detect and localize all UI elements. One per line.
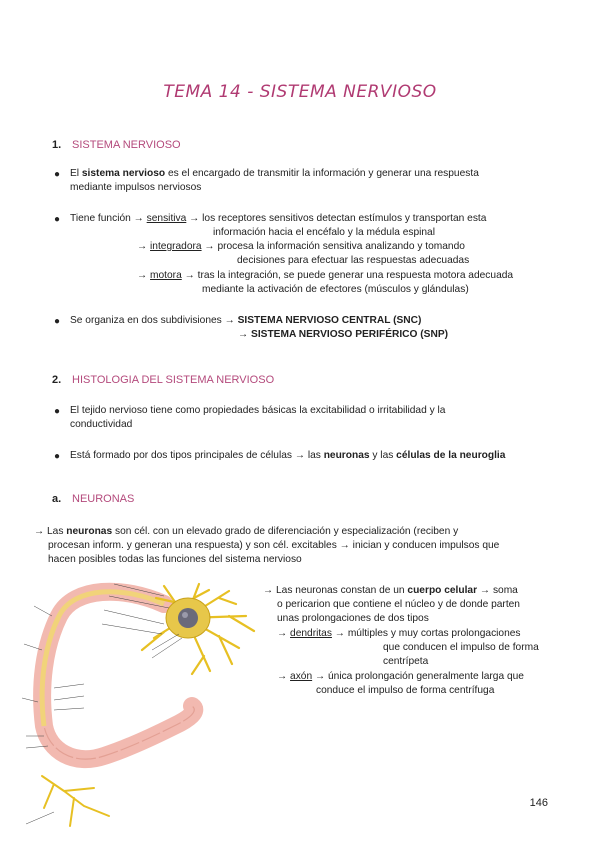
term-sensitiva: sensitiva	[146, 213, 187, 224]
sa-paragraph-1-line3: hacen posibles todas las funciones del sistema nervioso	[48, 554, 302, 565]
s1-paragraph-1: El sistema nervioso es el encargado de transmitir la información y generar una respuesta mediante impulsos nerviosos	[70, 168, 479, 193]
section-2-heading	[52, 374, 274, 386]
page-number: 146	[529, 797, 548, 809]
section-2-number: 2.	[52, 374, 62, 386]
s1-motora-line2: mediante la activación de efectores (músculos y glándulas)	[202, 284, 469, 295]
section-a-title: NEURONAS	[72, 493, 135, 505]
cell-body	[166, 598, 210, 638]
s1-paragraph-2: Tiene función → sensitiva → los receptores sensitivos detectan estímulos y transportan esta	[70, 213, 487, 224]
snc-label: SISTEMA NERVIOSO CENTRAL (SNC)	[237, 315, 422, 326]
neuron-illustration	[14, 576, 264, 838]
term-motora: motora	[150, 270, 182, 281]
section-1-number: 1.	[52, 139, 62, 151]
sa-axon-line2: conduce el impulso de forma centrífuga	[316, 685, 495, 696]
bullet-icon: ●	[54, 451, 61, 462]
sa-paragraph-2: → Las neuronas constan de un cuerpo celular → soma	[263, 585, 518, 596]
s1-integradora-line2: decisiones para efectuar las respuestas adecuadas	[237, 255, 470, 266]
sa-dendritas-line3: centrípeta	[383, 656, 429, 667]
term-dendritas: dendritas	[290, 628, 332, 639]
axon-terminals	[42, 776, 109, 826]
page-title: TEMA 14 - SISTEMA NERVIOSO	[163, 82, 437, 102]
s1-paragraph-3-line2: → SISTEMA NERVIOSO PERIFÉRICO (SNP)	[238, 329, 449, 340]
term-integradora: integradora	[150, 241, 202, 252]
sa-paragraph-2-line2: o pericarion que contiene el núcleo y de donde parten	[277, 599, 520, 610]
section-1-heading	[52, 139, 181, 151]
sa-paragraph-1: → Las neuronas son cél. con un elevado grado de diferenciación y especialización (reciben y	[34, 526, 459, 537]
sa-dendritas-line2: que conducen el impulso de forma	[383, 642, 539, 653]
s1-paragraph-2-line2: información hacia el encéfalo y la médula espinal	[213, 227, 435, 238]
sa-dendritas: → dendritas → múltiples y muy cortas prolongaciones	[277, 628, 521, 639]
bullet-icon: ●	[54, 214, 61, 225]
s1-motora: → motora → tras la integración, se puede generar una respuesta motora adecuada	[137, 270, 514, 281]
s1-paragraph-3: Se organiza en dos subdivisiones → SISTEMA NERVIOSO CENTRAL (SNC)	[70, 315, 422, 326]
snp-label: SISTEMA NERVIOSO PERIFÉRICO (SNP)	[251, 329, 449, 340]
term-axon: axón	[290, 671, 313, 682]
bullet-icon: ●	[54, 406, 61, 417]
sa-paragraph-1-line2: procesan inform. y generan una respuesta) y son cél. excitables → inician y conducen impulsos que	[48, 540, 500, 551]
section-2-title: HISTOLOGIA DEL SISTEMA NERVIOSO	[72, 374, 275, 386]
bullet-icon: ●	[54, 169, 61, 180]
s2-paragraph-2: Está formado por dos tipos principales de células → las neuronas y las células de la neuroglia	[70, 450, 506, 461]
section-a-heading	[52, 493, 134, 505]
sa-axon: → axón → única prolongación generalmente larga que	[277, 671, 524, 682]
s1-integradora: → integradora → procesa la información sensitiva analizando y tomando	[137, 241, 465, 252]
s2-paragraph-1: El tejido nervioso tiene como propiedades básicas la excitabilidad o irritabilidad y la conductividad	[70, 405, 446, 430]
section-1-title: SISTEMA NERVIOSO	[72, 139, 181, 151]
section-a-number: a.	[52, 493, 62, 505]
bullet-icon: ●	[54, 316, 61, 327]
sa-paragraph-2-line3: unas prolongaciones de dos tipos	[277, 613, 429, 624]
